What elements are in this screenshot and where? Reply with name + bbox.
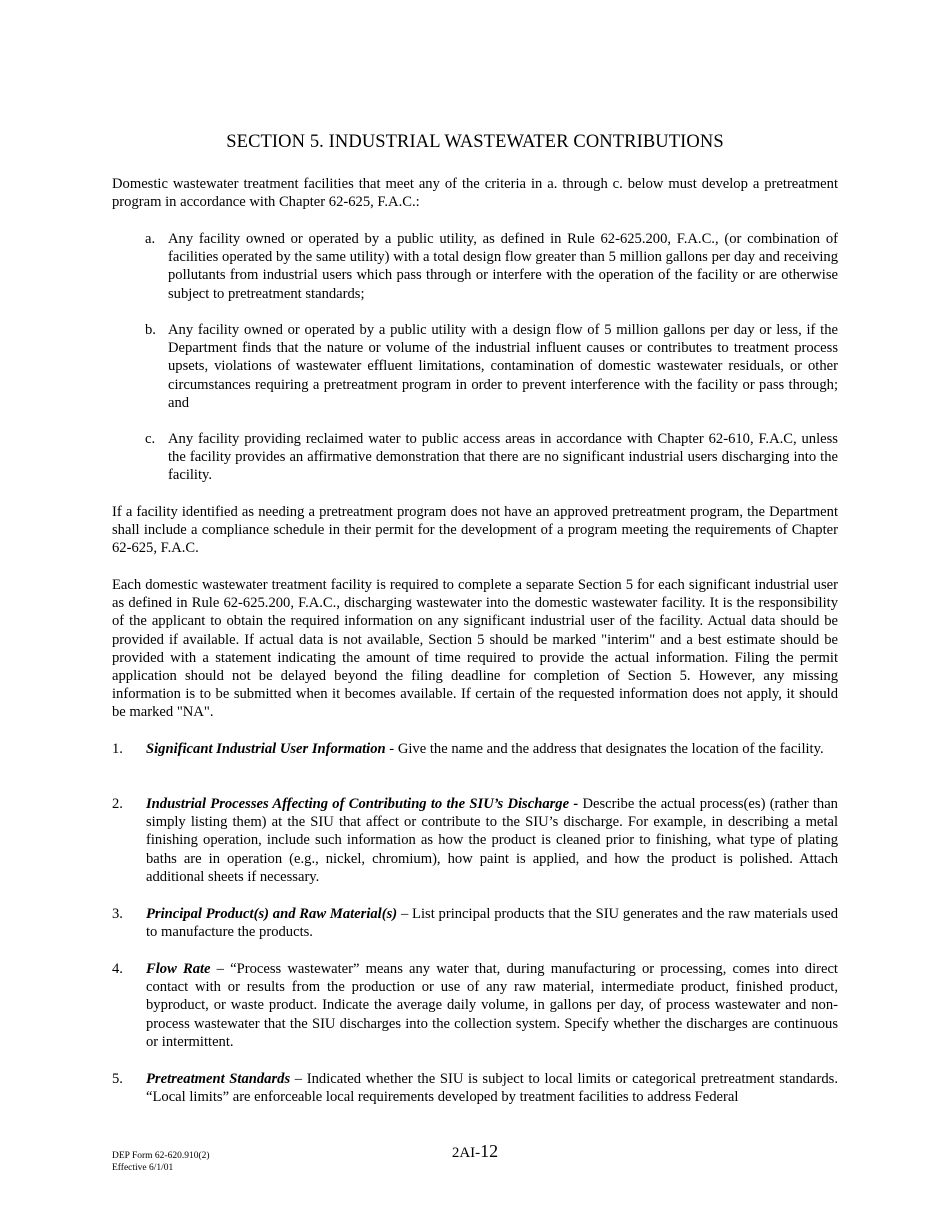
instruction-term: Significant Industrial User Information (146, 741, 386, 757)
instruction-text: Give the name and the address that designates the location of the facility. (397, 741, 824, 757)
criteria-marker: a. (145, 231, 156, 247)
instruction-separator: – (210, 961, 231, 977)
requirements-paragraph: Each domestic wastewater treatment facility is required to complete a separate Section 5 for each significant industrial user as defined in Rule 62-625.200, F.A.C., discharging wastewater into the domestic wastewater facility. It is the responsibility of the applicant to obtain the required information on any significant industrial user of the facility. Actual data should be provided if available. If actual data is not available, Section 5 should be marked "interim" and a best estimate should be provided with a statement indicating the amount of time required to provide the actual information. Filing the permit application should not be delayed beyond the filing deadline for completion of Section 5. However, any missing information is to be submitted when it becomes available. If certain of the requested information does not apply, it should be marked "NA". (112, 577, 838, 721)
instruction-item-3 (112, 905, 838, 941)
instruction-number: 4. (112, 961, 123, 977)
criteria-item-c (145, 430, 838, 485)
instruction-item-1 (112, 740, 838, 758)
instruction-text: Describe the actual process(es) (rather than simply listing them) at the SIU that affect or contribute to the SIU’s discharge. For example, in describing a metal finishing operation, include such information as how the product is cleaned prior to finishing, what type of plating baths are in operation (e.g., nickel, chromium), how paint is applied, and how the product is polished. Attach additional sheets if necessary. (146, 796, 838, 885)
criteria-item-b (145, 321, 838, 412)
criteria-item-a (145, 230, 838, 303)
criteria-marker: b. (145, 322, 156, 338)
instruction-term: Industrial Processes Affecting of Contributing to the SIU’s Discharge - (146, 796, 579, 812)
instruction-text: “Process wastewater” means any water that, during manufacturing or processing, comes into direct contact with or results from the production or use of any raw material, intermediate product, finished product, byproduct, or waste product. Indicate the average daily volume, in gallons per day, of process wastewater and non-process wastewater that the SIU discharges into the collection system. Specify whether the discharges are continuous or intermittent. (146, 961, 838, 1050)
instruction-text: List principal products that the SIU generates and the raw materials used to manufacture the products. (146, 906, 838, 941)
criteria-marker: c. (145, 431, 156, 447)
instruction-item-4 (112, 960, 838, 1051)
compliance-paragraph: If a facility identified as needing a pretreatment program does not have an approved pretreatment program, the Department shall include a compliance schedule in their permit for the development of a program meeting the requirements of Chapter 62-625, F.A.C. (112, 504, 838, 557)
instruction-separator: – (397, 906, 413, 922)
effective-date: Effective 6/1/01 (112, 1163, 174, 1173)
intro-paragraph: Domestic wastewater treatment facilities that meet any of the criteria in a. through c. below must develop a pretreatment program in accordance with Chapter 62-625, F.A.C.: (112, 176, 838, 211)
criteria-text: Any facility owned or operated by a public utility, as defined in Rule 62-625.200, F.A.C., (or combination of facilities operated by the same utility) with a total design flow greater than 5 million gallons per day and receiving pollutants from industrial users which pass through or interfere with the operation of the facility or are otherwise subject to pretreatment standards; (168, 231, 838, 302)
criteria-text: Any facility providing reclaimed water to public access areas in accordance with Chapter 62-610, F.A.C, unless the facility provides an affirmative demonstration that there are no significant industrial users discharging into the facility. (168, 431, 838, 484)
instruction-term: Principal Product(s) and Raw Material(s) (146, 906, 398, 922)
instruction-separator: - (385, 741, 398, 757)
instruction-number: 3. (112, 906, 123, 922)
criteria-text: Any facility owned or operated by a public utility with a design flow of 5 million gallons per day or less, if the Department finds that the nature or volume of the industrial influent causes or contributes to treatment process upsets, violations of wastewater effluent limitations, contamination of domestic wastewater residuals, or other circumstances requiring a pretreatment program in order to prevent interference with the facility or pass through; and (168, 322, 838, 411)
instruction-number: 5. (112, 1071, 123, 1087)
instruction-text: Indicated whether the SIU is subject to local limits or categorical pretreatment standards. “Local limits” are enforceable local requirements developed by treatment facilities to address Federal (146, 1071, 839, 1106)
page-number-block (0, 1141, 950, 1163)
section-title: SECTION 5. INDUSTRIAL WASTEWATER CONTRIBUTIONS (226, 132, 724, 152)
instruction-separator: – (290, 1071, 307, 1087)
instruction-item-5 (112, 1070, 838, 1106)
page-number: 12 (480, 1141, 499, 1161)
instruction-term: Flow Rate (146, 961, 211, 977)
instruction-term: Pretreatment Standards (146, 1071, 291, 1087)
form-number: DEP Form 62-620.910(2) (112, 1151, 210, 1161)
page-prefix: 2AI- (451, 1145, 481, 1161)
instruction-number: 2. (112, 796, 123, 812)
instruction-item-2 (112, 795, 838, 886)
instruction-number: 1. (112, 741, 123, 757)
